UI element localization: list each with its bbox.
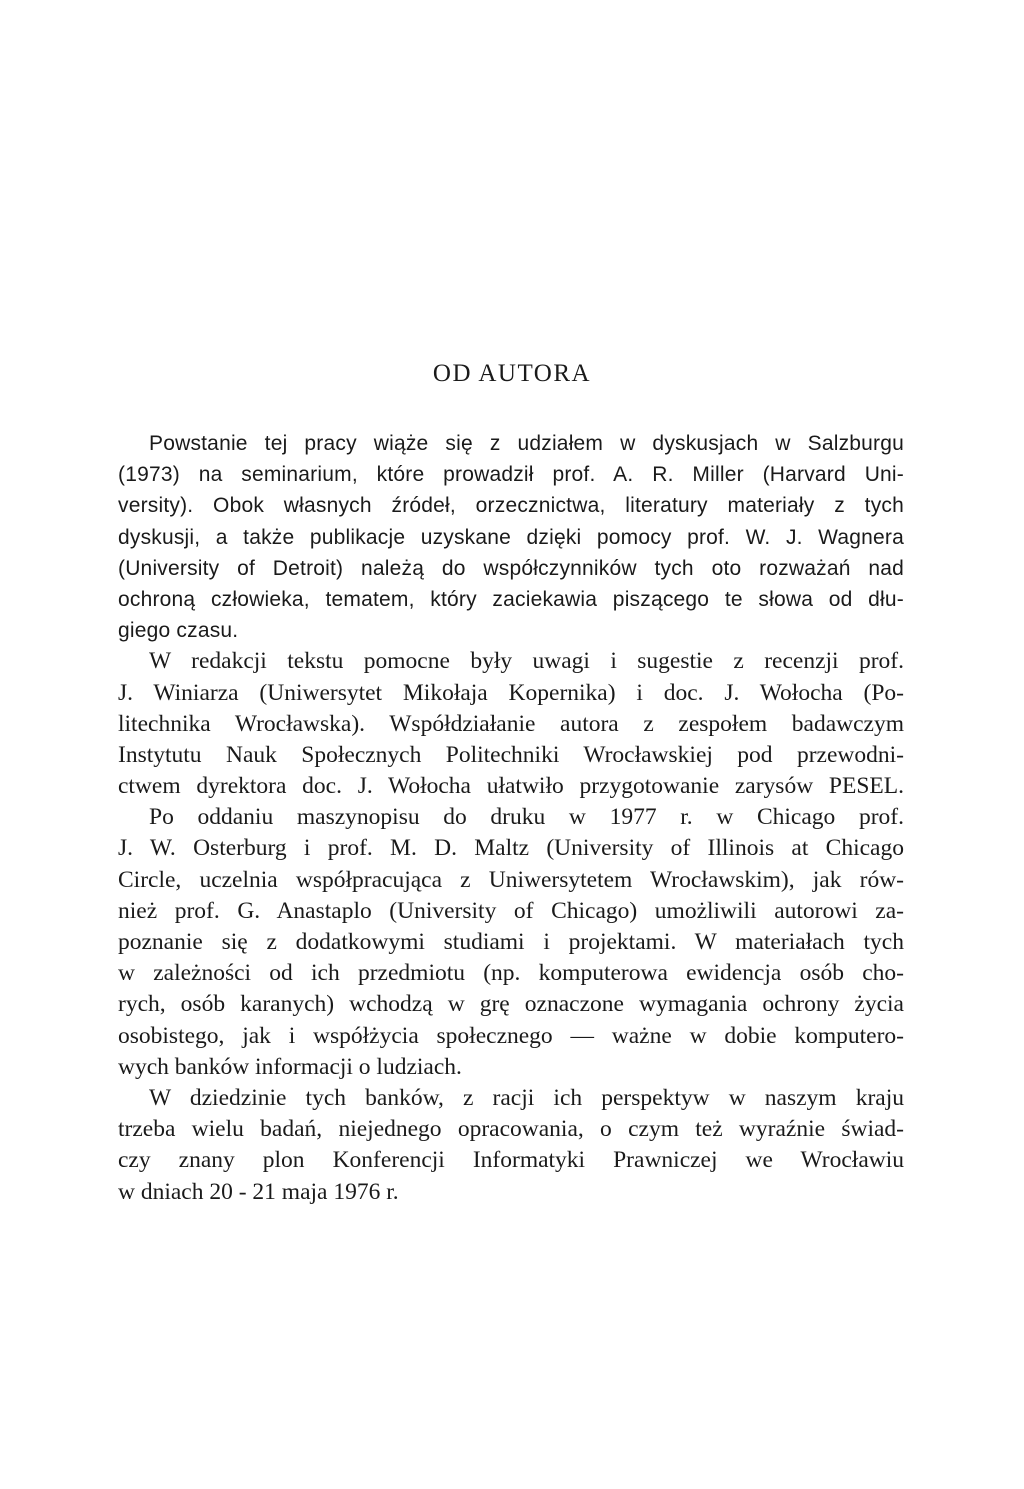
text-line: rych, osób karanych) wchodzą w grę oznaczone wymagania ochrony życia	[118, 991, 904, 1018]
text-line: w zależności od ich przedmiotu (np. komputerowa ewidencja osób cho-	[118, 960, 904, 987]
text-line: trzeba wielu badań, niejednego opracowania, o czym też wyraźnie świad-	[118, 1116, 904, 1143]
text-line: Circle, uczelnia współpracująca z Uniwersytetem Wrocławskim), jak rów-	[118, 866, 904, 893]
text-line: Powstanie tej pracy wiąże się z udziałem w dyskusjach w Salzburgu	[149, 432, 904, 455]
text-line: J. W. Osterburg i prof. M. D. Maltz (University of Illinois at Chicago	[118, 835, 904, 862]
text-line: W redakcji tekstu pomocne były uwagi i sugestie z recenzji prof.	[149, 648, 904, 675]
text-line: nież prof. G. Anastaplo (University of Chicago) umożliwili autorowi za-	[118, 897, 904, 924]
text-line: Instytutu Nauk Społecznych Politechniki Wrocławskiej pod przewodni-	[118, 741, 904, 768]
text-line: Po oddaniu maszynopisu do druku w 1977 r. w Chicago prof.	[149, 804, 904, 831]
text-line: W dziedzinie tych banków, z racji ich perspektyw w naszym kraju	[149, 1084, 904, 1111]
text-line: dyskusji, a także publikacje uzyskane dzięki pomocy prof. W. J. Wagnera	[118, 525, 904, 549]
text-line: ochroną człowieka, tematem, który zaciekawia piszącego te słowa od dłu-	[118, 587, 904, 611]
text-line: poznanie się z dodatkowymi studiami i projektami. W materiałach tych	[118, 929, 904, 955]
text-line: ctwem dyrektora doc. J. Wołocha ułatwiło przygotowanie zarysów PESEL.	[118, 773, 904, 800]
body-text	[118, 428, 904, 1208]
text-line: versity). Obok własnych źródeł, orzecznictwa, literatury materiały z tych	[118, 494, 904, 518]
text-line: wych banków informacji o ludziach.	[118, 1053, 462, 1080]
page-title: OD AUTORA	[432, 360, 592, 387]
text-line: (University of Detroit) należą do współczynników tych oto rozważań nad	[118, 556, 904, 580]
text-line: (1973) na seminarium, które prowadził prof. A. R. Miller (Harvard Uni-	[118, 463, 904, 487]
text-line: J. Winiarza (Uniwersytet Mikołaja Kopernika) i doc. J. Wołocha (Po-	[118, 679, 904, 706]
text-line: giego czasu.	[118, 619, 239, 643]
text-line: osobistego, jak i współżycia społecznego — ważne w dobie komputero-	[118, 1022, 904, 1049]
text-line: czy znany plon Konferencji Informatyki Prawniczej we Wrocławiu	[118, 1147, 904, 1174]
text-line: w dniach 20 - 21 maja 1976 r.	[118, 1178, 399, 1205]
text-line: litechnika Wrocławska). Współdziałanie autora z zespołem badawczym	[118, 710, 904, 737]
